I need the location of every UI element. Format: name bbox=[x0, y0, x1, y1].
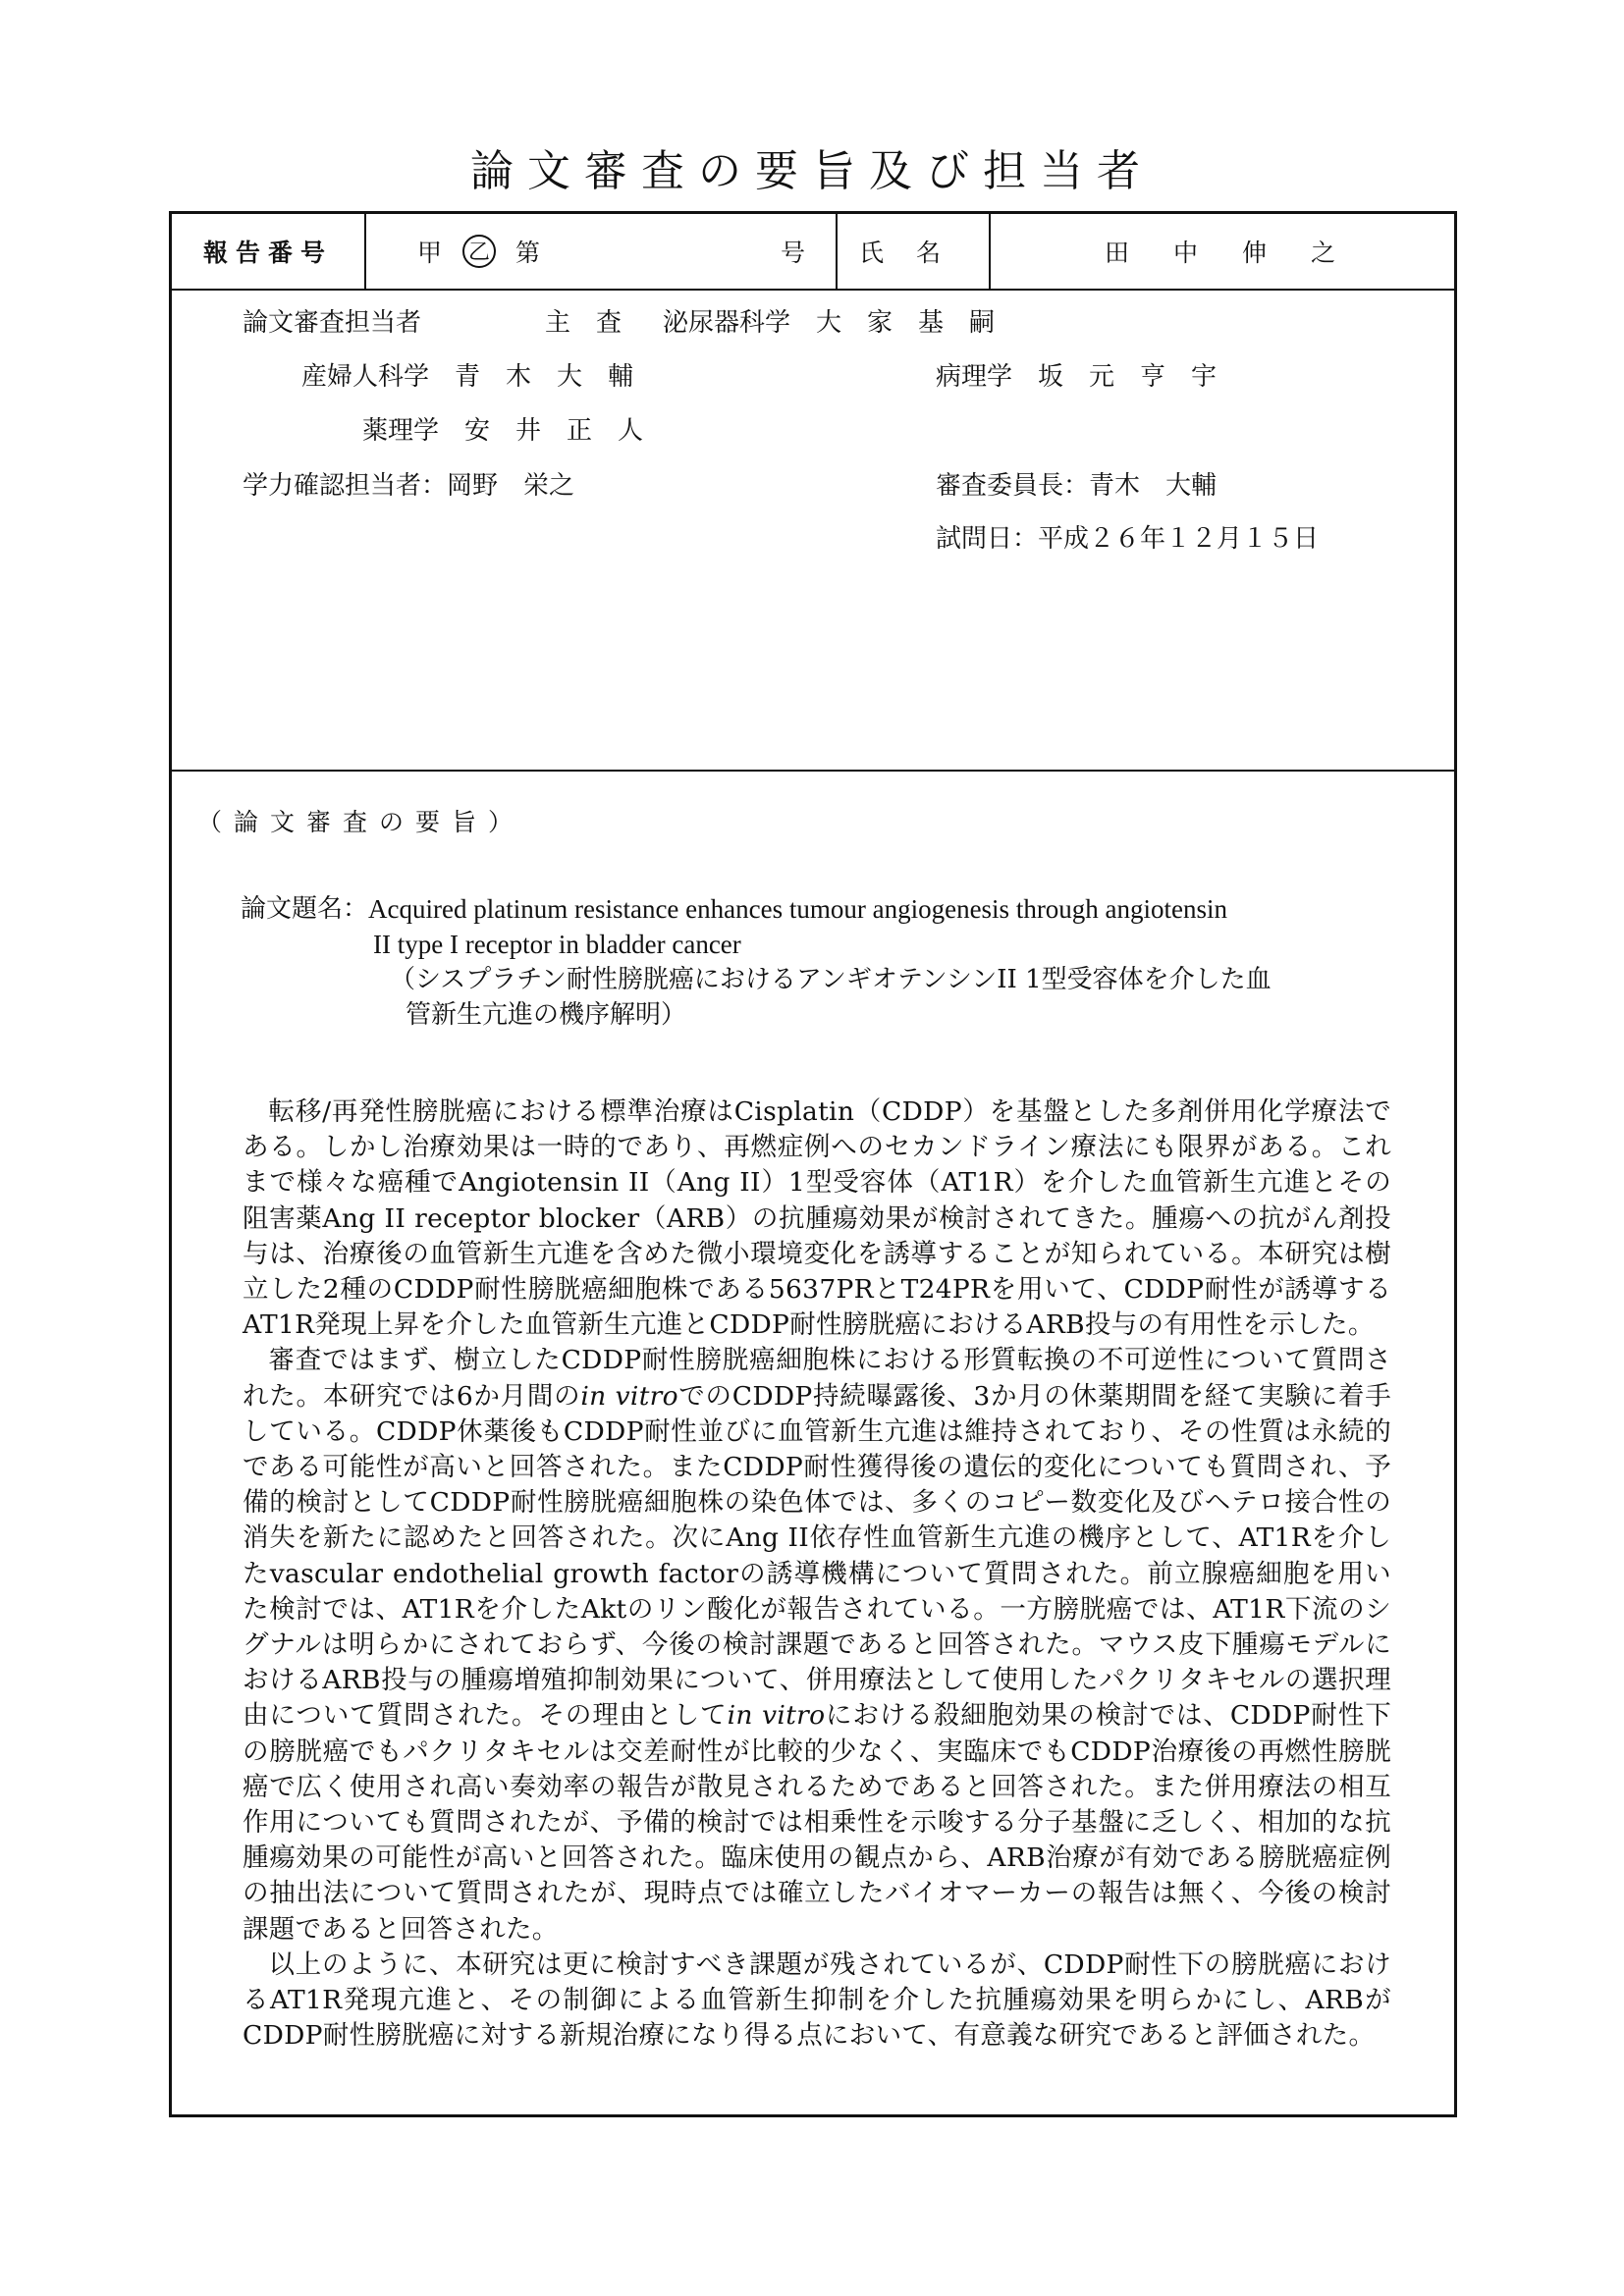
thesis-title-ja-2: 管新生亢進の機序解明） bbox=[406, 1000, 687, 1030]
thesis-title-ja-1: （シスプラチン耐性膀胱癌におけるアンギオテンシンII 1型受容体を介した血 bbox=[390, 965, 1272, 994]
otsu-circled: 乙 bbox=[462, 235, 496, 268]
report-number-label: 報告番号 bbox=[202, 239, 333, 267]
paragraph-discussion: 審査ではまず、樹立したCDDP耐性膀胱癌細胞株における形質転換の不可逆性について質問された。本研究では6か月間のin vitroでのCDDP持続曝露後、3か月の休薬期間を経て実験に着手している。CDDP休薬後もCDDP耐性並びに血管新生亢進は維持されており、その性質は永続的である可能性が高いと回答された。またCDDP耐性獲得後の遺伝的変化についても質問され、予備的検討としてCDDP耐性膀胱癌細胞株の染色体では、多くのコピー数変化及びヘテロ接合性の消失を新たに認めたと回答された。次にAng II依存性血管新生亢進の機序として、AT1Rを介したvascular endothelial growth factorの誘導機構について質問された。前立腺癌細胞を用いた検討では、AT1Rを介したAktのリン酸化が報告されている。一方膀胱癌では、AT1R下流のシグナルは明らかにされておらず、今後の検討課題であると回答された。マウス皮下腫瘍モデルにおけるARB投与の腫瘍増殖抑制効果について、併用療法として使用したパクリタキセルの選択理由について質問された。その理由としてin vitroにおける殺細胞効果の検討では、CDDP耐性下の膀胱癌でもパクリタキセルは交差耐性が比較的少なく、実臨床でもCDDP治療後の再燃性膀胱癌で広く使用され高い奏効率の報告が散見されるためであると回答された。また併用療法の相互作用についても質問されたが、予備的検討では相乗性を示唆する分子基盤に乏しく、相加的な抗腫瘍効果の可能性が高いと回答された。臨床使用の観点から、ARB治療が有効である膀胱癌症例の抽出法について質問されたが、現時点では確立したバイオマーカーの報告は無く、今後の検討課題であると回答された。 bbox=[243, 1345, 1392, 1945]
examiner-3: 薬理学 安 井 正 人 bbox=[362, 416, 644, 446]
name-label: 氏 名 bbox=[859, 239, 946, 267]
section-label: （論文審査の要旨） bbox=[197, 808, 525, 836]
thesis-title-en-1: Acquired platinum resistance enhances tumour angiogenesis through angiotensin bbox=[368, 894, 1228, 924]
ability-check: 学力確認担当者：岡野 栄之 bbox=[243, 471, 575, 501]
committee-chair: 審査委員長：青木 大輔 bbox=[936, 471, 1218, 501]
examiners-label: 論文審査担当者 bbox=[243, 308, 422, 338]
chief-examiner: 泌尿器科学 大 家 基 嗣 bbox=[663, 308, 996, 338]
dai-mark: 第 bbox=[515, 239, 541, 267]
review-frame bbox=[169, 211, 1457, 2117]
exam-date: 試問日：平成２６年１２月１５日 bbox=[936, 524, 1320, 554]
examiner-1: 産婦人科学 青 木 大 輔 bbox=[301, 362, 634, 392]
thesis-title bbox=[241, 891, 1272, 1033]
examiners-block bbox=[172, 291, 1454, 772]
review-summary-body bbox=[243, 1095, 1391, 2054]
chief-role: 主 査 bbox=[545, 308, 623, 338]
gou-mark: 号 bbox=[781, 239, 806, 267]
thesis-title-en-2: II type I receptor in bladder cancer bbox=[373, 930, 741, 959]
examiner-2: 病理学 坂 元 亨 宇 bbox=[936, 362, 1218, 392]
paragraph-background: 転移/再発性膀胱癌における標準治療はCisplatin（CDDP）を基盤とした多剤併用化学療法である。しかし治療効果は一時的であり、再燃症例へのセカンドライン療法にも限界がある。これまで様々な癌種でAngiotensin II（Ang II）1型受容体（AT1R）を介した血管新生亢進とその阻害薬Ang II receptor blocker（ARB）の抗腫瘍効果が検討されてきた。腫瘍への抗がん剤投与は、治療後の血管新生亢進を含めた微小環境変化を誘導することが知られている。本研究は樹立した2種のCDDP耐性膀胱癌細胞株である5637PRとT24PRを用いて、CDDP耐性が誘導するAT1R発現上昇を介した血管新生亢進とCDDP耐性膀胱癌におけるARB投与の有用性を示した。 bbox=[243, 1096, 1391, 1341]
header-row bbox=[172, 214, 1454, 291]
kou-mark: 甲 bbox=[417, 239, 443, 267]
document-title: 論文審査の要旨及び担当者 bbox=[470, 146, 1154, 196]
candidate-name: 田 中 伸 之 bbox=[1105, 239, 1346, 267]
otsu-mark bbox=[462, 214, 496, 289]
paragraph-conclusion: 以上のように、本研究は更に検討すべき課題が残されているが、CDDP耐性下の膀胱癌におけるAT1R発現亢進と、その制御による血管新生抑制を介した抗腫瘍効果を明らかにし、ARBがCDDP耐性膀胱癌に対する新規治療になり得る点において、有意義な研究であると評価された。 bbox=[243, 1949, 1391, 2052]
thesis-title-label: 論文題名： bbox=[241, 894, 369, 924]
